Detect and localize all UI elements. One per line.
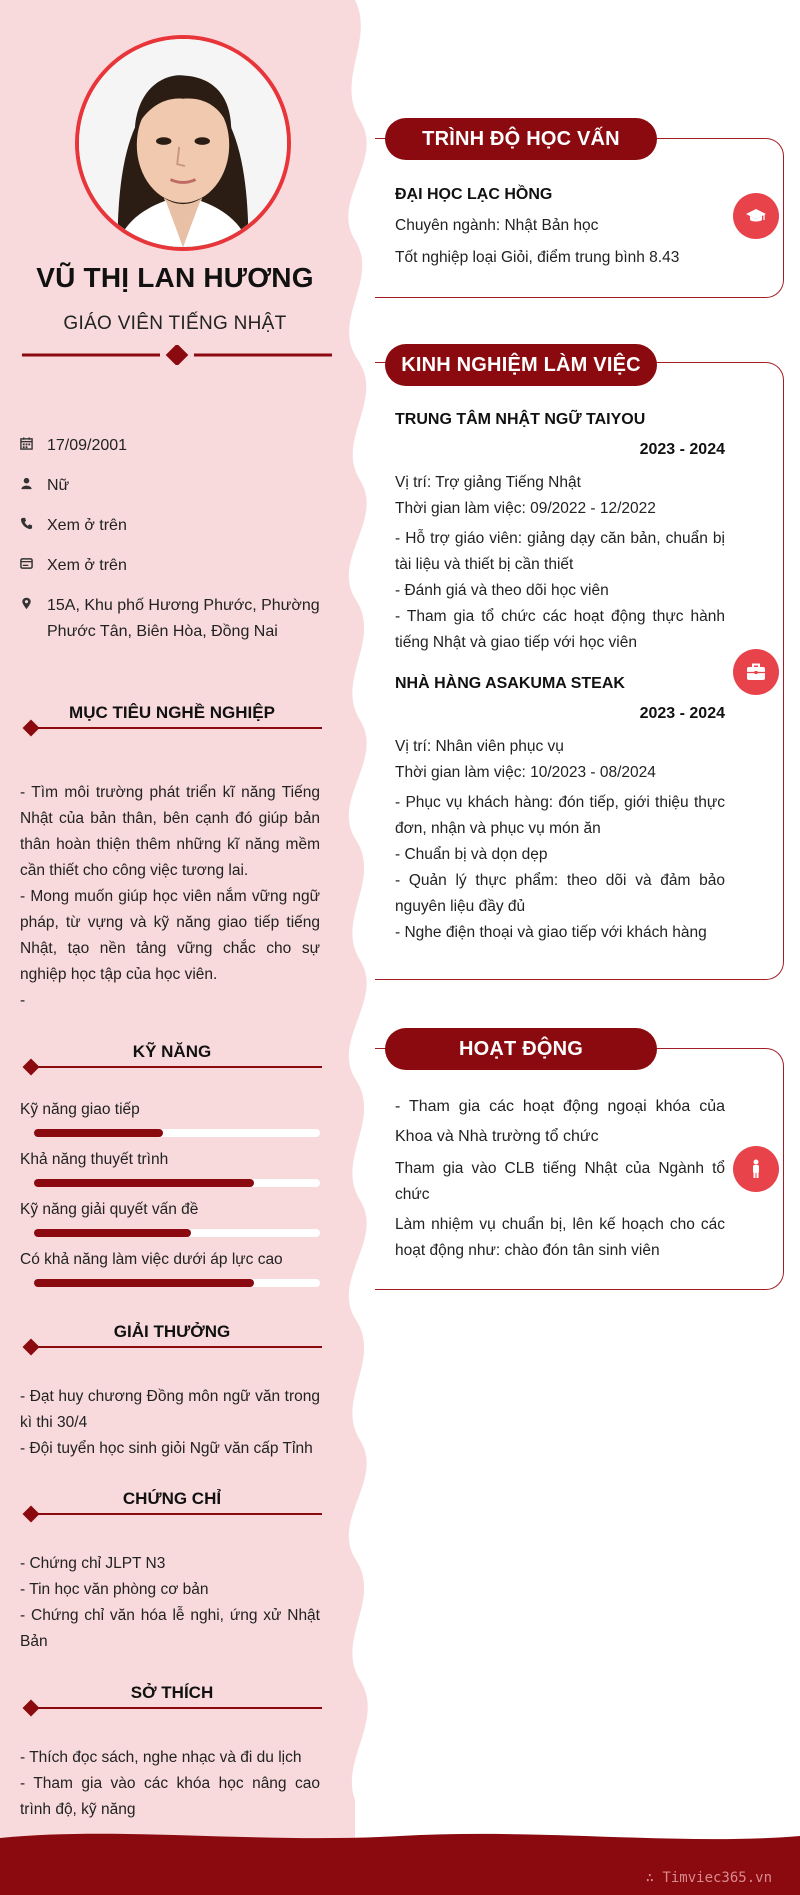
job-task: - Đánh giá và theo dõi học viên (395, 582, 609, 599)
job-period: 2023 - 2024 (639, 441, 725, 458)
title-divider (22, 345, 332, 365)
job-duration: Thời gian làm việc: 10/2023 - 08/2024 (395, 764, 656, 781)
skill-label: Có khả năng làm việc dưới áp lực cao (20, 1251, 283, 1268)
job-title: GIÁO VIÊN TIẾNG NHẬT (63, 313, 287, 334)
certificate-line: - Tin học văn phòng cơ bản (20, 1581, 209, 1598)
skill-item (20, 1247, 320, 1297)
hobbies-heading: SỞ THÍCH (22, 1683, 322, 1713)
job-task: - Chuẩn bị và dọn dẹp (395, 846, 548, 863)
job-task: - Tham gia tổ chức các hoạt động thực hành tiếng Nhật và giao tiếp với học viên (395, 608, 725, 651)
person-icon (20, 473, 47, 490)
job-task: - Hỗ trợ giáo viên: giảng dạy căn bản, chuẩn bị tài liệu và thiết bị cần thiết (395, 530, 725, 573)
graduation-cap-icon (733, 193, 779, 239)
person-icon (733, 1146, 779, 1192)
calendar-icon (20, 433, 47, 450)
company-name: NHÀ HÀNG ASAKUMA STEAK (395, 675, 625, 692)
job-period: 2023 - 2024 (639, 705, 725, 722)
phone-icon (20, 513, 47, 530)
awards-heading: GIẢI THƯỞNG (22, 1322, 322, 1352)
briefcase-icon (733, 649, 779, 695)
award-line: - Đội tuyển học sinh giỏi Ngữ văn cấp Tỉnh (20, 1440, 313, 1457)
birthdate-row (20, 433, 330, 459)
skill-item (20, 1097, 320, 1147)
job-task: - Quản lý thực phẩm: theo dõi và đảm bảo nguyên liệu đầy đủ (395, 872, 725, 915)
email-icon (20, 553, 47, 570)
skill-label: Khả năng thuyết trình (20, 1151, 169, 1168)
address-text: 15A, Khu phố Hương Phước, Phường Phước Tân, Biên Hòa, Đồng Nai (47, 597, 320, 640)
activities-heading: HOẠT ĐỘNG (385, 1028, 657, 1070)
email-text: Xem ở trên (47, 557, 127, 574)
certificates-text (20, 1551, 320, 1655)
skill-bar (34, 1179, 320, 1187)
skill-label: Kỹ năng giải quyết vấn đề (20, 1201, 199, 1218)
email-row (20, 553, 330, 579)
skill-bar (34, 1229, 320, 1237)
skills-heading: KỸ NĂNG (22, 1042, 322, 1072)
profile-photo (75, 35, 291, 251)
award-line: - Đạt huy chương Đồng môn ngữ văn trong kì thi 30/4 (20, 1388, 320, 1431)
objective-line: - Tìm môi trường phát triển kĩ năng Tiếng Nhật của bản thân, bên cạnh đó giúp bản thân hoàn thiện thêm những kĩ năng mềm cần thiết cho công việc tương lai. (20, 784, 320, 879)
objective-heading: MỤC TIÊU NGHỀ NGHIỆP (22, 703, 322, 733)
phone-row (20, 513, 330, 539)
company-name: TRUNG TÂM NHẬT NGỮ TAIYOU (395, 411, 646, 428)
experience-heading: KINH NGHIỆM LÀM VIỆC (385, 344, 657, 386)
objective-text (20, 780, 320, 1014)
hobby-line: - Tham gia vào các khóa học nâng cao trình độ, kỹ năng (20, 1775, 320, 1818)
activity-line: Làm nhiệm vụ chuẩn bị, lên kế hoạch cho các hoạt động như: chào đón tân sinh viên (395, 1216, 725, 1259)
skill-item (20, 1147, 320, 1197)
hobbies-text (20, 1745, 320, 1823)
contact-info (20, 433, 330, 659)
experience-content (395, 408, 725, 946)
gender-row (20, 473, 330, 499)
phone-text: Xem ở trên (47, 517, 127, 534)
activity-line: - Tham gia các hoạt động ngoại khóa của Khoa và Nhà trường tổ chức (395, 1098, 725, 1145)
job-position: Vị trí: Nhân viên phục vụ (395, 738, 564, 755)
skill-bar (34, 1279, 320, 1287)
job-task: - Nghe điện thoại và giao tiếp với khách hàng (395, 924, 707, 941)
location-icon (20, 593, 47, 610)
gender-text: Nữ (47, 477, 70, 494)
skill-label: Kỹ năng giao tiếp (20, 1101, 140, 1118)
objective-line: - (20, 992, 26, 1009)
footer-brand: ∴ Timviec365.vn (645, 1870, 772, 1886)
candidate-name: VŨ THỊ LAN HƯƠNG (36, 262, 314, 293)
school-name: ĐẠI HỌC LẠC HỒNG (395, 186, 553, 203)
education-content (395, 183, 725, 271)
certificates-heading: CHỨNG CHỈ (22, 1489, 322, 1519)
certificate-line: - Chứng chỉ JLPT N3 (20, 1555, 166, 1572)
job-duration: Thời gian làm việc: 09/2022 - 12/2022 (395, 500, 656, 517)
certificate-line: - Chứng chỉ văn hóa lễ nghi, ứng xử Nhật Bản (20, 1607, 320, 1650)
objective-line: - Mong muốn giúp học viên nắm vững ngữ pháp, từ vựng và kỹ năng giao tiếp tiếng Nhật, tạo nền tảng vững chắc cho sự nghiệp học tập của học viên. (20, 888, 320, 983)
skills-list (20, 1097, 320, 1297)
education-major: Chuyên ngành: Nhật Bản học (395, 217, 599, 234)
job-entry (395, 672, 725, 946)
address-row (20, 593, 330, 645)
skill-bar (34, 1129, 320, 1137)
education-result: Tốt nghiệp loại Giỏi, điểm trung bình 8.43 (395, 249, 680, 266)
job-position: Vị trí: Trợ giảng Tiếng Nhật (395, 474, 581, 491)
education-heading: TRÌNH ĐỘ HỌC VẤN (385, 118, 657, 160)
activity-line: Tham gia vào CLB tiếng Nhật của Ngành tổ chức (395, 1160, 725, 1203)
job-entry (395, 408, 725, 656)
portrait-illustration (79, 39, 287, 247)
job-task: - Phục vụ khách hàng: đón tiếp, giới thiệu thực đơn, nhận và phục vụ món ăn (395, 794, 725, 837)
skill-item (20, 1197, 320, 1247)
brand-icon: ∴ (645, 1870, 663, 1886)
hobby-line: - Thích đọc sách, nghe nhạc và đi du lịch (20, 1749, 302, 1766)
birthdate-text: 17/09/2001 (47, 437, 128, 454)
awards-text (20, 1384, 320, 1462)
activities-content (395, 1092, 725, 1264)
